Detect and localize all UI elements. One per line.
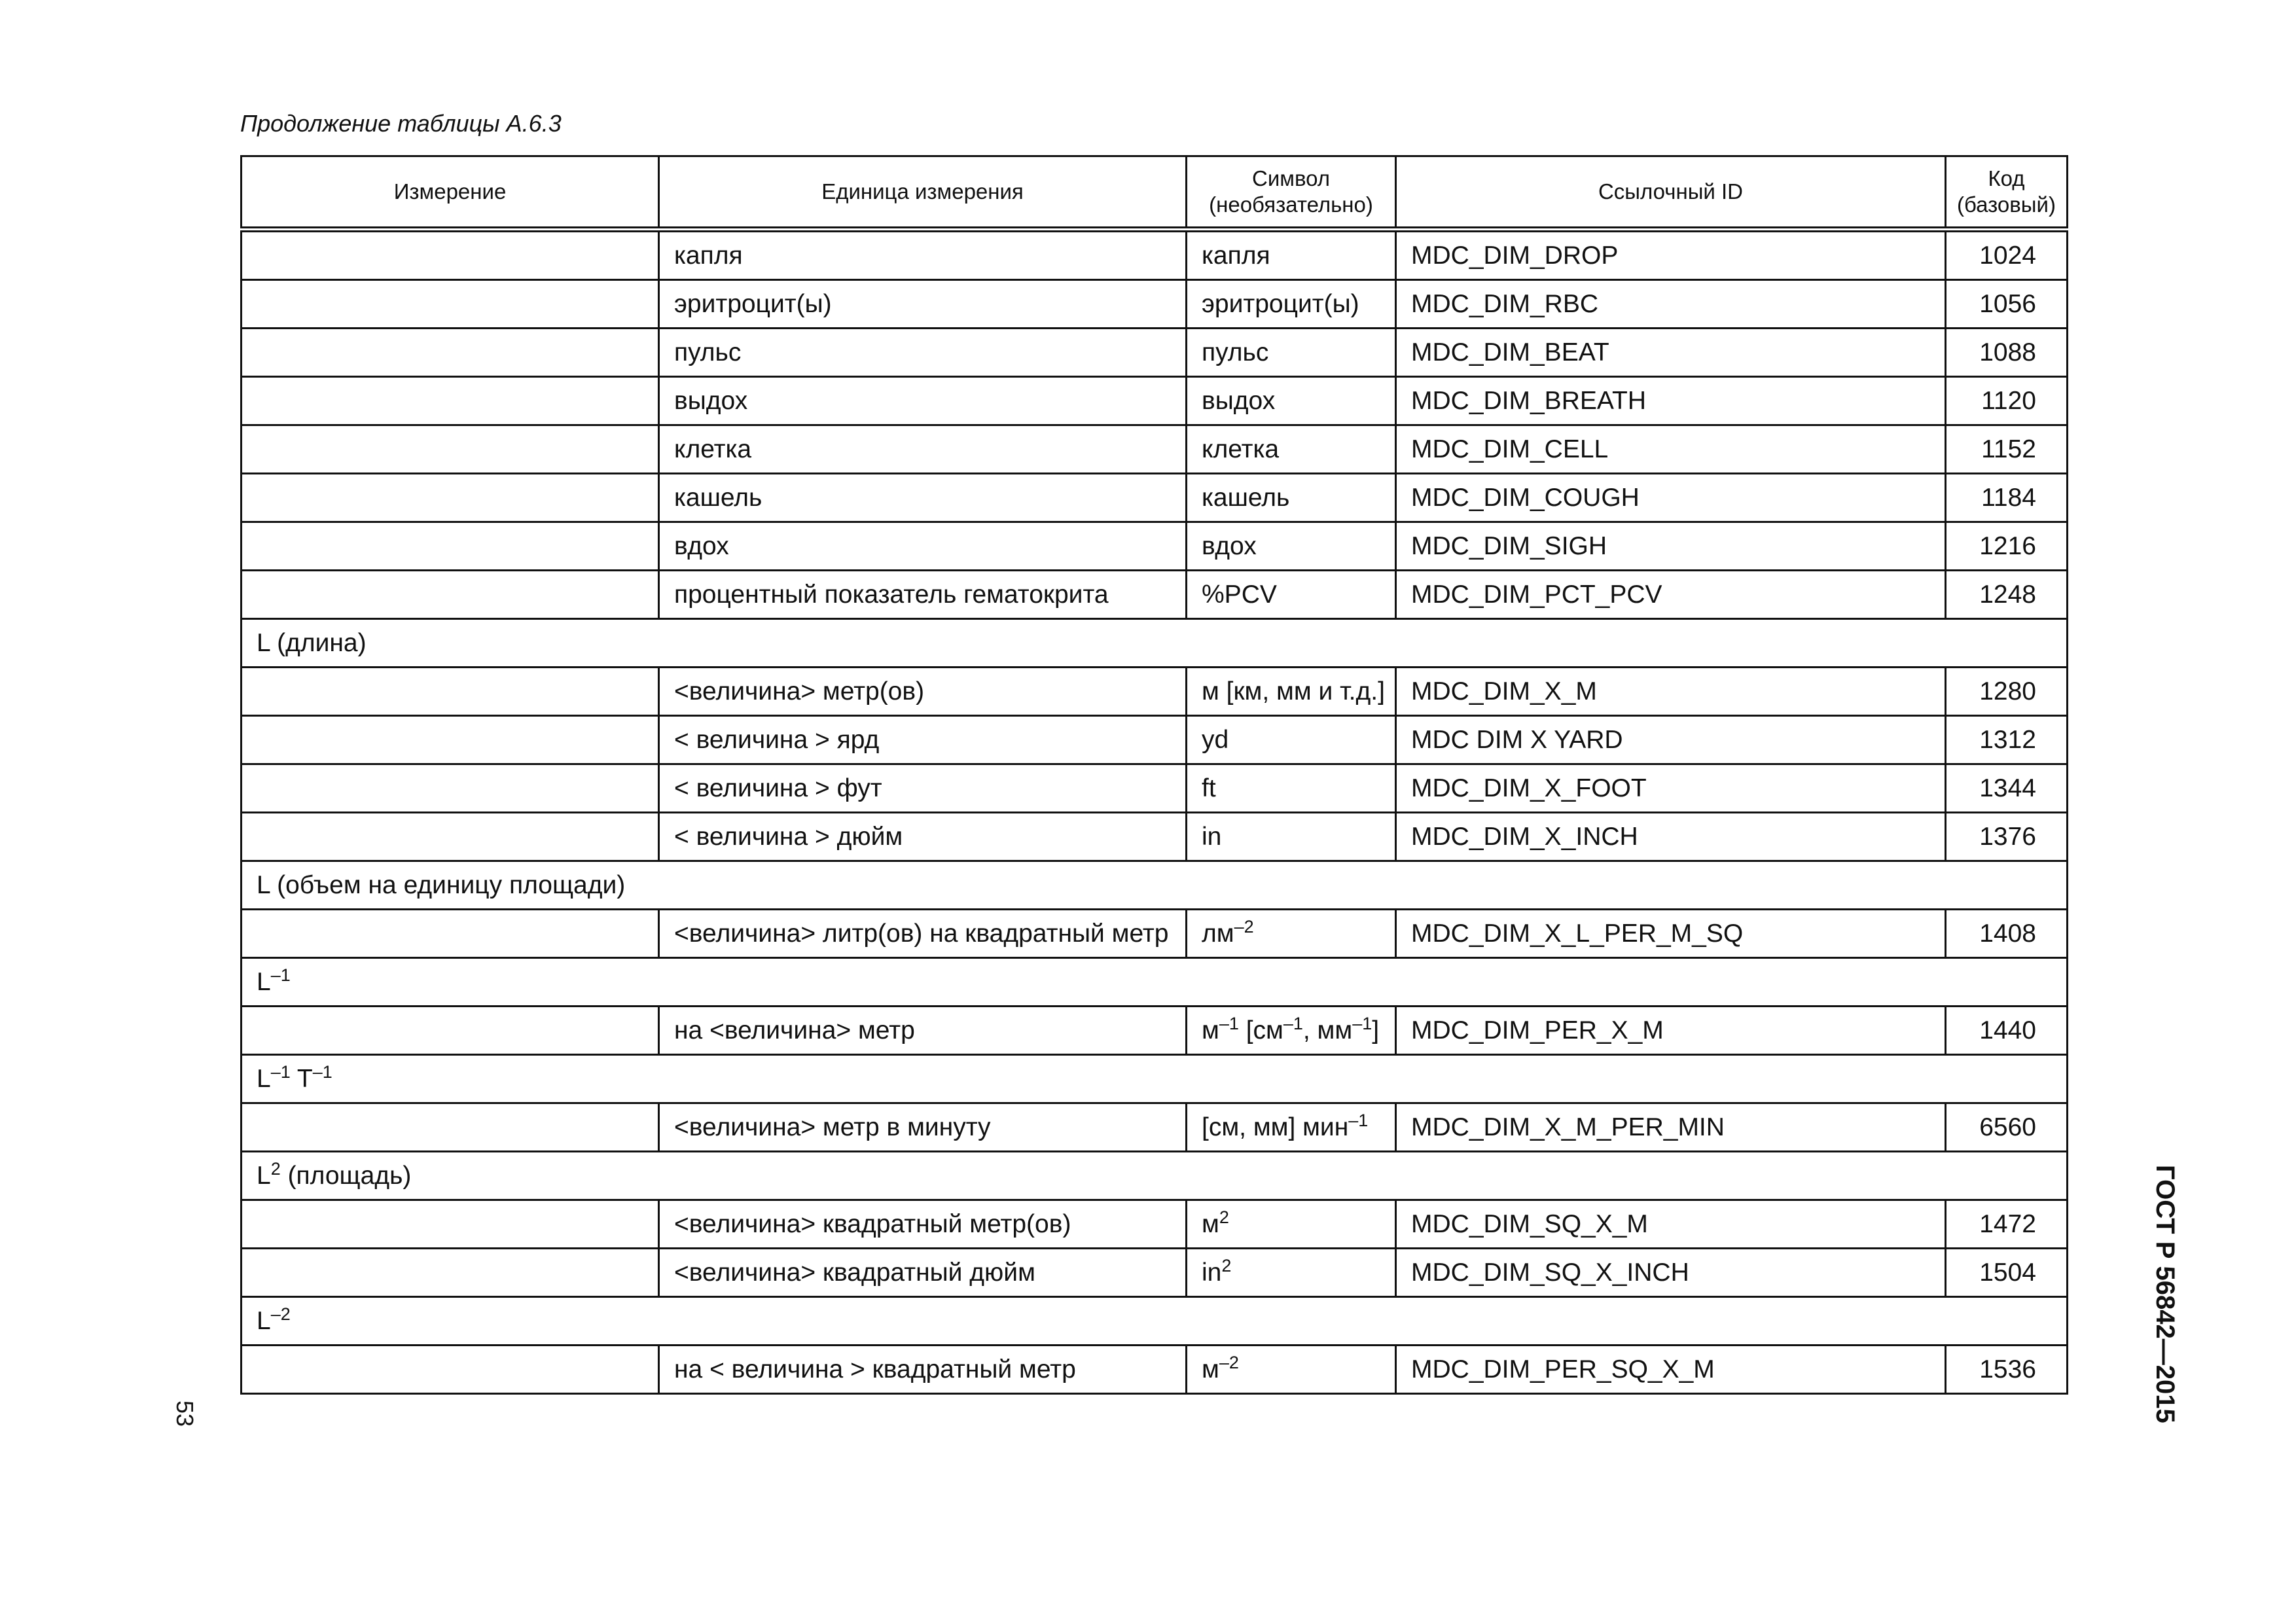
symbol-cell xyxy=(1187,377,1396,425)
symbol-part: [см xyxy=(1238,1016,1283,1044)
header-symbol-line2: (необязательно) xyxy=(1209,192,1373,217)
dimension-cell xyxy=(242,280,659,329)
ref-id-cell: MDC_DIM_X_INCH xyxy=(1396,813,1946,861)
table-header-row xyxy=(242,156,2068,230)
table-row xyxy=(242,1103,2068,1152)
dimension-cell xyxy=(242,1103,659,1152)
dimension-cell xyxy=(242,668,659,716)
dimension-cell xyxy=(242,910,659,958)
dimension-cell xyxy=(242,230,659,280)
symbol-part: ft xyxy=(1202,774,1216,802)
table-row xyxy=(242,425,2068,474)
table-row xyxy=(242,571,2068,619)
dimension-cell xyxy=(242,329,659,377)
symbol-part: выдох xyxy=(1202,386,1276,415)
ref-id-cell: MDC_DIM_X_L_PER_M_SQ xyxy=(1396,910,1946,958)
symbol-cell xyxy=(1187,329,1396,377)
code-cell: 1184 xyxy=(1946,474,2068,522)
ref-id-cell: MDC_DIM_SIGH xyxy=(1396,522,1946,571)
dimension-cell xyxy=(242,1249,659,1297)
group-dimension-cell xyxy=(242,1055,2068,1103)
symbol-part: –2 xyxy=(1219,1352,1239,1372)
code-cell: 1312 xyxy=(1946,716,2068,764)
unit-cell: < величина > дюйм xyxy=(659,813,1187,861)
dimension-part: 2 xyxy=(270,1158,281,1179)
symbol-cell xyxy=(1187,764,1396,813)
table-row xyxy=(242,764,2068,813)
dimension-cell xyxy=(242,1200,659,1249)
symbol-part: –1 xyxy=(1283,1013,1303,1033)
dimension-cell xyxy=(242,571,659,619)
group-row xyxy=(242,1055,2068,1103)
ref-id-cell: MDC_DIM_SQ_X_M xyxy=(1396,1200,1946,1249)
symbol-part: in xyxy=(1202,1258,1222,1287)
ref-id-cell: MDC_DIM_RBC xyxy=(1396,280,1946,329)
code-cell: 1472 xyxy=(1946,1200,2068,1249)
symbol-part: кашель xyxy=(1202,483,1290,512)
code-cell: 1152 xyxy=(1946,425,2068,474)
table-row xyxy=(242,329,2068,377)
symbol-part: ] xyxy=(1372,1016,1380,1044)
table-body xyxy=(242,230,2068,1394)
code-cell: 1024 xyxy=(1946,230,2068,280)
table-row xyxy=(242,1200,2068,1249)
symbol-part: эритроцит(ы) xyxy=(1202,289,1359,318)
dimension-part: –1 xyxy=(270,1061,291,1082)
symbol-cell xyxy=(1187,716,1396,764)
symbol-part: , мм xyxy=(1302,1016,1353,1044)
symbol-part: вдох xyxy=(1202,531,1257,560)
symbol-part: 2 xyxy=(1219,1207,1229,1227)
unit-cell: кашель xyxy=(659,474,1187,522)
group-dimension-cell xyxy=(242,619,2068,668)
symbol-part: пульс xyxy=(1202,338,1269,366)
group-row xyxy=(242,1297,2068,1346)
header-symbol-line1: Символ xyxy=(1252,166,1330,190)
symbol-part: –1 xyxy=(1219,1013,1239,1033)
symbol-cell xyxy=(1187,1007,1396,1055)
symbol-part: м xyxy=(1202,1209,1219,1238)
unit-cell: выдох xyxy=(659,377,1187,425)
code-cell: 1120 xyxy=(1946,377,2068,425)
symbol-part: клетка xyxy=(1202,435,1280,463)
symbol-part: %PCV xyxy=(1202,580,1277,609)
symbol-part: 2 xyxy=(1221,1255,1232,1275)
symbol-cell xyxy=(1187,1200,1396,1249)
symbol-part: in xyxy=(1202,822,1222,851)
group-row xyxy=(242,619,2068,668)
table-row xyxy=(242,474,2068,522)
dimension-part: (площадь) xyxy=(280,1161,412,1190)
header-code-line2: (базовый) xyxy=(1957,192,2056,217)
table-row xyxy=(242,230,2068,280)
dimension-part: T xyxy=(290,1064,313,1093)
symbol-cell xyxy=(1187,1249,1396,1297)
unit-cell: <величина> квадратный метр(ов) xyxy=(659,1200,1187,1249)
dimension-cell xyxy=(242,1007,659,1055)
dimension-cell xyxy=(242,425,659,474)
header-ref-id: Ссылочный ID xyxy=(1396,156,1946,230)
header-symbol xyxy=(1187,156,1396,230)
symbol-cell xyxy=(1187,668,1396,716)
table-row xyxy=(242,1007,2068,1055)
table-row xyxy=(242,1346,2068,1394)
table-row xyxy=(242,1249,2068,1297)
code-cell: 1088 xyxy=(1946,329,2068,377)
dimension-cell xyxy=(242,716,659,764)
dimension-part: –2 xyxy=(270,1304,291,1324)
header-code xyxy=(1946,156,2068,230)
symbol-part: м [км, мм и т.д.] xyxy=(1202,677,1385,705)
ref-id-cell: MDC_DIM_PER_X_M xyxy=(1396,1007,1946,1055)
dimension-cell xyxy=(242,474,659,522)
symbol-cell xyxy=(1187,280,1396,329)
symbol-cell xyxy=(1187,813,1396,861)
code-cell: 1216 xyxy=(1946,522,2068,571)
ref-id-cell: MDC_DIM_SQ_X_INCH xyxy=(1396,1249,1946,1297)
symbol-cell xyxy=(1187,522,1396,571)
unit-cell: < величина > ярд xyxy=(659,716,1187,764)
code-cell: 1536 xyxy=(1946,1346,2068,1394)
symbol-part: капля xyxy=(1202,241,1270,270)
dimension-cell xyxy=(242,377,659,425)
unit-cell: процентный показатель гематокрита xyxy=(659,571,1187,619)
header-unit: Единица измерения xyxy=(659,156,1187,230)
ref-id-cell: MDC DIM X YARD xyxy=(1396,716,1946,764)
ref-id-cell: MDC_DIM_X_M xyxy=(1396,668,1946,716)
symbol-part: yd xyxy=(1202,725,1229,754)
unit-cell: <величина> квадратный дюйм xyxy=(659,1249,1187,1297)
symbol-part: м xyxy=(1202,1355,1219,1383)
symbol-part: –2 xyxy=(1234,916,1254,936)
ref-id-cell: MDC_DIM_CELL xyxy=(1396,425,1946,474)
group-dimension-cell xyxy=(242,861,2068,910)
code-cell: 1376 xyxy=(1946,813,2068,861)
symbol-part: –1 xyxy=(1352,1013,1372,1033)
unit-cell: на <величина> метр xyxy=(659,1007,1187,1055)
dimension-part: –1 xyxy=(312,1061,332,1082)
code-cell: 1344 xyxy=(1946,764,2068,813)
ref-id-cell: MDC_DIM_COUGH xyxy=(1396,474,1946,522)
dimension-cell xyxy=(242,522,659,571)
dimension-part: L xyxy=(257,1306,271,1335)
symbol-part: [см, мм] мин xyxy=(1202,1113,1349,1141)
group-dimension-cell xyxy=(242,1297,2068,1346)
table-row xyxy=(242,716,2068,764)
table-row xyxy=(242,377,2068,425)
code-cell: 1248 xyxy=(1946,571,2068,619)
ref-id-cell: MDC_DIM_BEAT xyxy=(1396,329,1946,377)
dimension-cell xyxy=(242,764,659,813)
dimension-part: L xyxy=(257,1064,271,1093)
dimension-cell xyxy=(242,1346,659,1394)
group-row xyxy=(242,1152,2068,1200)
code-cell: 1280 xyxy=(1946,668,2068,716)
symbol-cell xyxy=(1187,910,1396,958)
symbol-cell xyxy=(1187,230,1396,280)
group-dimension-cell xyxy=(242,1152,2068,1200)
table-row xyxy=(242,910,2068,958)
table-row xyxy=(242,522,2068,571)
header-code-line1: Код xyxy=(1988,166,2025,190)
ref-id-cell: MDC_DIM_PER_SQ_X_M xyxy=(1396,1346,1946,1394)
unit-cell: вдох xyxy=(659,522,1187,571)
symbol-part: –1 xyxy=(1348,1110,1369,1130)
symbol-cell xyxy=(1187,1103,1396,1152)
ref-id-cell: MDC_DIM_BREATH xyxy=(1396,377,1946,425)
code-cell: 1504 xyxy=(1946,1249,2068,1297)
unit-cell: < величина > фут xyxy=(659,764,1187,813)
dimension-cell xyxy=(242,813,659,861)
dimension-part: –1 xyxy=(270,965,291,985)
ref-id-cell: MDC_DIM_DROP xyxy=(1396,230,1946,280)
header-dimension: Измерение xyxy=(242,156,659,230)
group-row xyxy=(242,958,2068,1007)
unit-cell: на < величина > квадратный метр xyxy=(659,1346,1187,1394)
symbol-cell xyxy=(1187,1346,1396,1394)
unit-cell: клетка xyxy=(659,425,1187,474)
code-cell: 6560 xyxy=(1946,1103,2068,1152)
dimension-part: L (длина) xyxy=(257,628,367,657)
page-number: 53 xyxy=(171,1400,198,1427)
group-dimension-cell xyxy=(242,958,2068,1007)
unit-cell: <величина> литр(ов) на квадратный метр xyxy=(659,910,1187,958)
symbol-cell xyxy=(1187,425,1396,474)
unit-cell: капля xyxy=(659,230,1187,280)
ref-id-cell: MDC_DIM_X_M_PER_MIN xyxy=(1396,1103,1946,1152)
dimension-part: L xyxy=(257,1161,271,1190)
unit-cell: пульс xyxy=(659,329,1187,377)
unit-cell: эритроцит(ы) xyxy=(659,280,1187,329)
unit-cell: <величина> метр в минуту xyxy=(659,1103,1187,1152)
symbol-cell xyxy=(1187,474,1396,522)
code-cell: 1440 xyxy=(1946,1007,2068,1055)
table-caption: Продолжение таблицы А.6.3 xyxy=(240,110,562,137)
unit-cell: <величина> метр(ов) xyxy=(659,668,1187,716)
group-row xyxy=(242,861,2068,910)
ref-id-cell: MDC_DIM_X_FOOT xyxy=(1396,764,1946,813)
dimension-part: L xyxy=(257,967,271,996)
units-table xyxy=(240,155,2068,1395)
table-row xyxy=(242,813,2068,861)
symbol-part: м xyxy=(1202,1016,1219,1044)
ref-id-cell: MDC_DIM_PCT_PCV xyxy=(1396,571,1946,619)
symbol-part: лм xyxy=(1202,919,1234,948)
symbol-cell xyxy=(1187,571,1396,619)
table-row xyxy=(242,280,2068,329)
dimension-part: L (объем на единицу площади) xyxy=(257,870,626,899)
code-cell: 1408 xyxy=(1946,910,2068,958)
table-row xyxy=(242,668,2068,716)
code-cell: 1056 xyxy=(1946,280,2068,329)
document-standard-label: ГОСТ Р 56842—2015 xyxy=(2151,1165,2179,1423)
